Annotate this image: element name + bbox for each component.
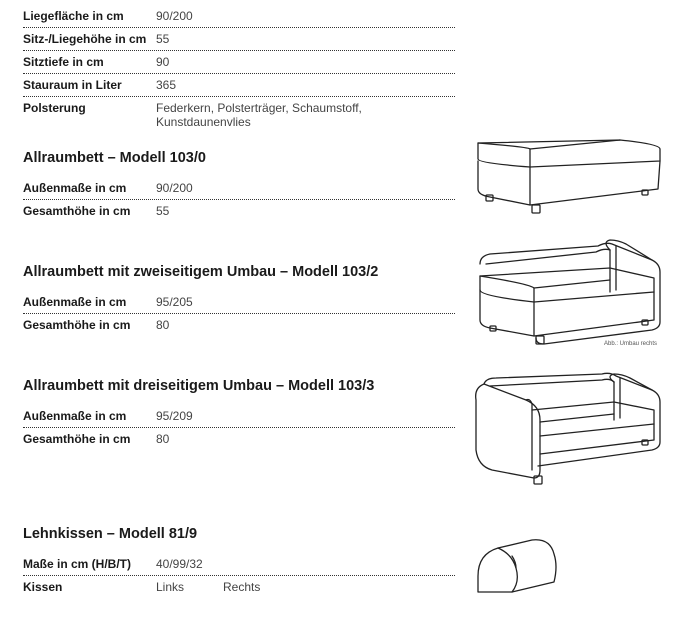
spec-row-sitztiefe xyxy=(23,51,455,74)
section-row xyxy=(23,576,455,598)
spec-value: 95/209 xyxy=(156,409,193,423)
section-row xyxy=(23,200,455,222)
spec-label: Sitztiefe in cm xyxy=(23,55,104,69)
spec-label: Maße in cm (H/B/T) xyxy=(23,557,132,571)
spec-label: Außenmaße in cm xyxy=(23,181,127,195)
spec-value: 80 xyxy=(156,318,170,332)
spec-label: Gesamthöhe in cm xyxy=(23,432,131,446)
cushion-illustration-81-9 xyxy=(472,536,562,598)
bed-illustration-103-2 xyxy=(470,232,670,350)
bed-illustration-103-0 xyxy=(470,135,670,225)
spec-value: 80 xyxy=(156,432,170,446)
spec-value: Links xyxy=(156,580,185,594)
section-row xyxy=(23,314,455,336)
section-title-modell-103-0: Allraumbett – Modell 103/0 xyxy=(23,150,206,166)
section-row xyxy=(23,553,455,576)
spec-row-sitzhoehe xyxy=(23,28,455,51)
spec-value: 55 xyxy=(156,32,170,46)
spec-label: Gesamthöhe in cm xyxy=(23,204,131,218)
spec-value: Federkern, Polsterträger, Schaumstoff, Kunstdaunenvlies xyxy=(156,101,362,129)
spec-label: Stauraum in Liter xyxy=(23,78,122,92)
spec-label: Gesamthöhe in cm xyxy=(23,318,131,332)
section-row xyxy=(23,405,455,428)
spec-value: 90 xyxy=(156,55,170,69)
spec-value: 90/200 xyxy=(156,181,193,195)
section-title-modell-81-9: Lehnkissen – Modell 81/9 xyxy=(23,526,198,542)
image-caption: Abb.: Umbau rechts xyxy=(604,341,658,347)
spec-label: Polsterung xyxy=(23,101,86,115)
spec-label: Außenmaße in cm xyxy=(23,295,127,309)
spec-value: 365 xyxy=(156,78,177,92)
section-title-modell-103-3: Allraumbett mit dreiseitigem Umbau – Modell 103/3 xyxy=(23,378,375,394)
spec-row-stauraum xyxy=(23,74,455,97)
spec-value: 90/200 xyxy=(156,9,193,23)
spec-value: 55 xyxy=(156,204,170,218)
spec-value-2: Rechts xyxy=(223,580,261,594)
section-row xyxy=(23,177,455,200)
bed-illustration-103-3 xyxy=(470,370,670,488)
section-row xyxy=(23,291,455,314)
spec-value: 40/99/32 xyxy=(156,557,203,571)
spec-label: Außenmaße in cm xyxy=(23,409,127,423)
spec-value: 95/205 xyxy=(156,295,193,309)
spec-label: Sitz-/Liegehöhe in cm xyxy=(23,32,147,46)
spec-label: Liegefläche in cm xyxy=(23,9,124,23)
spec-row-polsterung xyxy=(23,97,455,129)
section-row xyxy=(23,428,455,450)
spec-label: Kissen xyxy=(23,580,63,594)
spec-row-liegeflaeche xyxy=(23,5,455,28)
section-title-modell-103-2: Allraumbett mit zweiseitigem Umbau – Modell 103/2 xyxy=(23,264,379,280)
